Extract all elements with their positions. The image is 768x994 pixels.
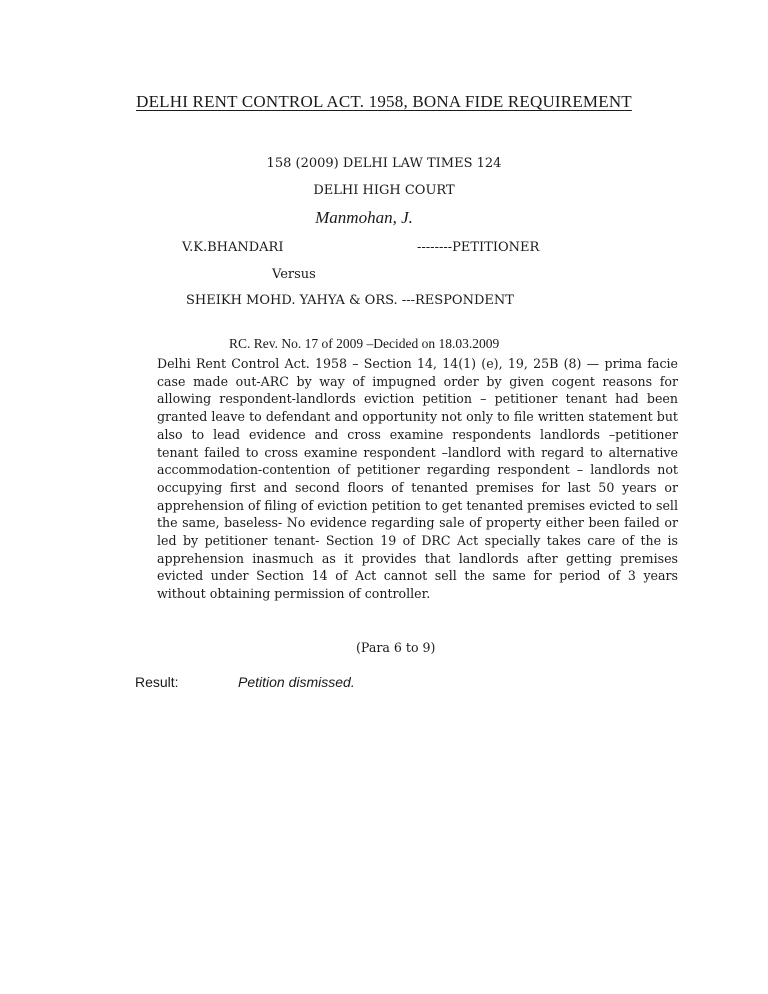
result-label: Result: [135, 674, 179, 690]
judge-name: Manmohan, J. [315, 208, 413, 227]
respondent-name: SHEIKH MOHD. YAHYA & ORS. ---RESPONDENT [186, 293, 514, 308]
para-reference: (Para 6 to 9) [356, 640, 436, 655]
petitioner-role: --------PETITIONER [417, 240, 540, 255]
versus-label: Versus [272, 267, 316, 282]
document-title: DELHI RENT CONTROL ACT. 1958, BONA FIDE REQUIREMENT [136, 92, 632, 111]
court-name: DELHI HIGH COURT [313, 183, 455, 198]
result-value: Petition dismissed. [238, 674, 355, 690]
law-citation: 158 (2009) DELHI LAW TIMES 124 [266, 156, 502, 171]
case-number: RC. Rev. No. 17 of 2009 –Decided on 18.03.2009 [229, 336, 500, 351]
headnote-paragraph: Delhi Rent Control Act. 1958 – Section 14, 14(1) (e), 19, 25B (8) — prima facie case made out-ARC by way of impugned order by given cogent reasons for allowing respondent-landlords eviction petition – petitioner tenant had been granted leave to defendant and opportunity not only to file written statement but also to lead evidence and cross examine respondents landlords –petitioner tenant failed to cross examine respondent –landlord with regard to alternative accommodation-contention of petitioner regarding respondent – landlords not occupying first and second floors of tenanted premises for last 50 years or apprehension of filing of eviction petition to get tenanted premises evicted to sell the same, baseless- No evidence regarding sale of property either been failed or led by petitioner tenant- Section 19 of DRC Act specially takes care of the is apprehension inasmuch as it provides that landlords after getting premises evicted under Section 14 of Act cannot sell the same for period of 3 years without obtaining permission of controller. [157, 356, 678, 602]
petitioner-name: V.K.BHANDARI [182, 240, 284, 255]
